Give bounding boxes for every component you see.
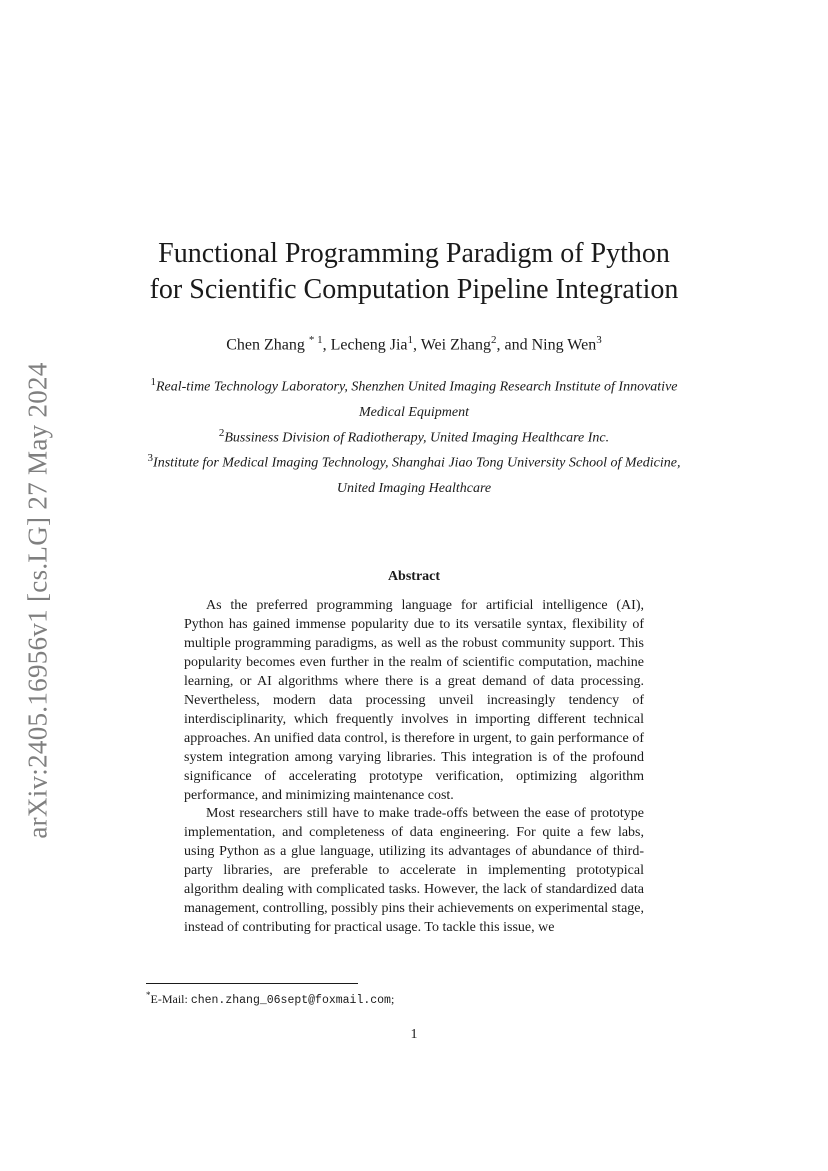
footnote-divider [146,983,358,984]
affiliation-text: Bussiness Division of Radiotherapy, United Imaging Healthcare Inc. [224,430,610,446]
footnote-email: chen.zhang_06sept@foxmail.com [190,994,391,1007]
author-mark: * 1 [308,334,323,346]
footnote-label: E-Mail: [150,992,191,1006]
author-mark: 2 [490,334,497,346]
affiliation-1 [140,370,688,425]
affiliation-mark: 3 [147,452,154,464]
page-number: 1 [410,1027,418,1042]
affiliation-text: Institute for Medical Imaging Technology, Shanghai Jiao Tong University School of Medicine, United Imaging Healthcare [153,455,681,496]
author-mark: 1 [407,334,414,346]
affiliation-mark: 2 [218,427,225,439]
affiliation-3 [140,446,688,501]
affiliation-text: Real-time Technology Laboratory, Shenzhen United Imaging Research Institute of Innovative Medical Equipment [155,379,678,420]
paper-title-line-2: for Scientific Computation Pipeline Integration [149,274,679,305]
author-list: Chen Zhang $^{* 1}$, Lecheng Jia$^1$, Wei Zhang$^2$, and Ning Wen$^3$ [226,334,602,354]
abstract-heading: Abstract [387,569,441,584]
arxiv-identifier-text: arXiv:2405.16956v1 [cs.LG] 27 May 2024 [22,361,53,839]
arxiv-identifier-stamp [12,352,64,848]
affiliation-mark: 1 [150,376,156,388]
abstract-paragraph: As the preferred programming language for artificial intelligence (AI), Python has gained immense popularity due to its versatile syntax, flexibility of multiple programming paradigms, as well as the robust community support. This popularity becomes even further in the realm of scientific computation, machine learning, or AI algorithms where there is a great demand of data processing. Nevertheless, modern data processing unveil increasingly tendency of interdisciplinarity, which frequently involves in importing different technical approaches. An unified data control, is therefore in urgent, to gain performance of system integration among varying libraries. This integration is of the profound significance of accelerating prototype verification, optimizing algorithm performance, and minimizing maintenance cost. [184,598,644,803]
author-name: Wei Zhang [420,336,491,354]
abstract-body [184,597,644,938]
author-name: Lecheng Jia [330,336,408,354]
author-mark: 3 [596,334,602,346]
footnote-mark: * [146,990,151,1000]
abstract-paragraph: Most researchers still have to make trade-offs between the ease of prototype implementation, and completeness of data engineering. For quite a few labs, using Python as a glue language, utilizing its advantages of abundance of third-party libraries, are preferable to accelerate in implementing prototypical algorithm dealing with complicated tasks. However, the lack of standardized data management, controlling, possibly pins their achievements on experimental stage, instead of contributing for practical usage. To tackle this issue, we [184,806,644,936]
paper-title [0,236,828,308]
paper-title-line-1: Functional Programming Paradigm of Python [158,238,670,269]
footnote: *E-Mail: chen.zhang_06sept@foxmail.com; [146,990,395,1007]
author-name: Chen Zhang [226,336,305,354]
author-name: Ning Wen [531,336,597,354]
